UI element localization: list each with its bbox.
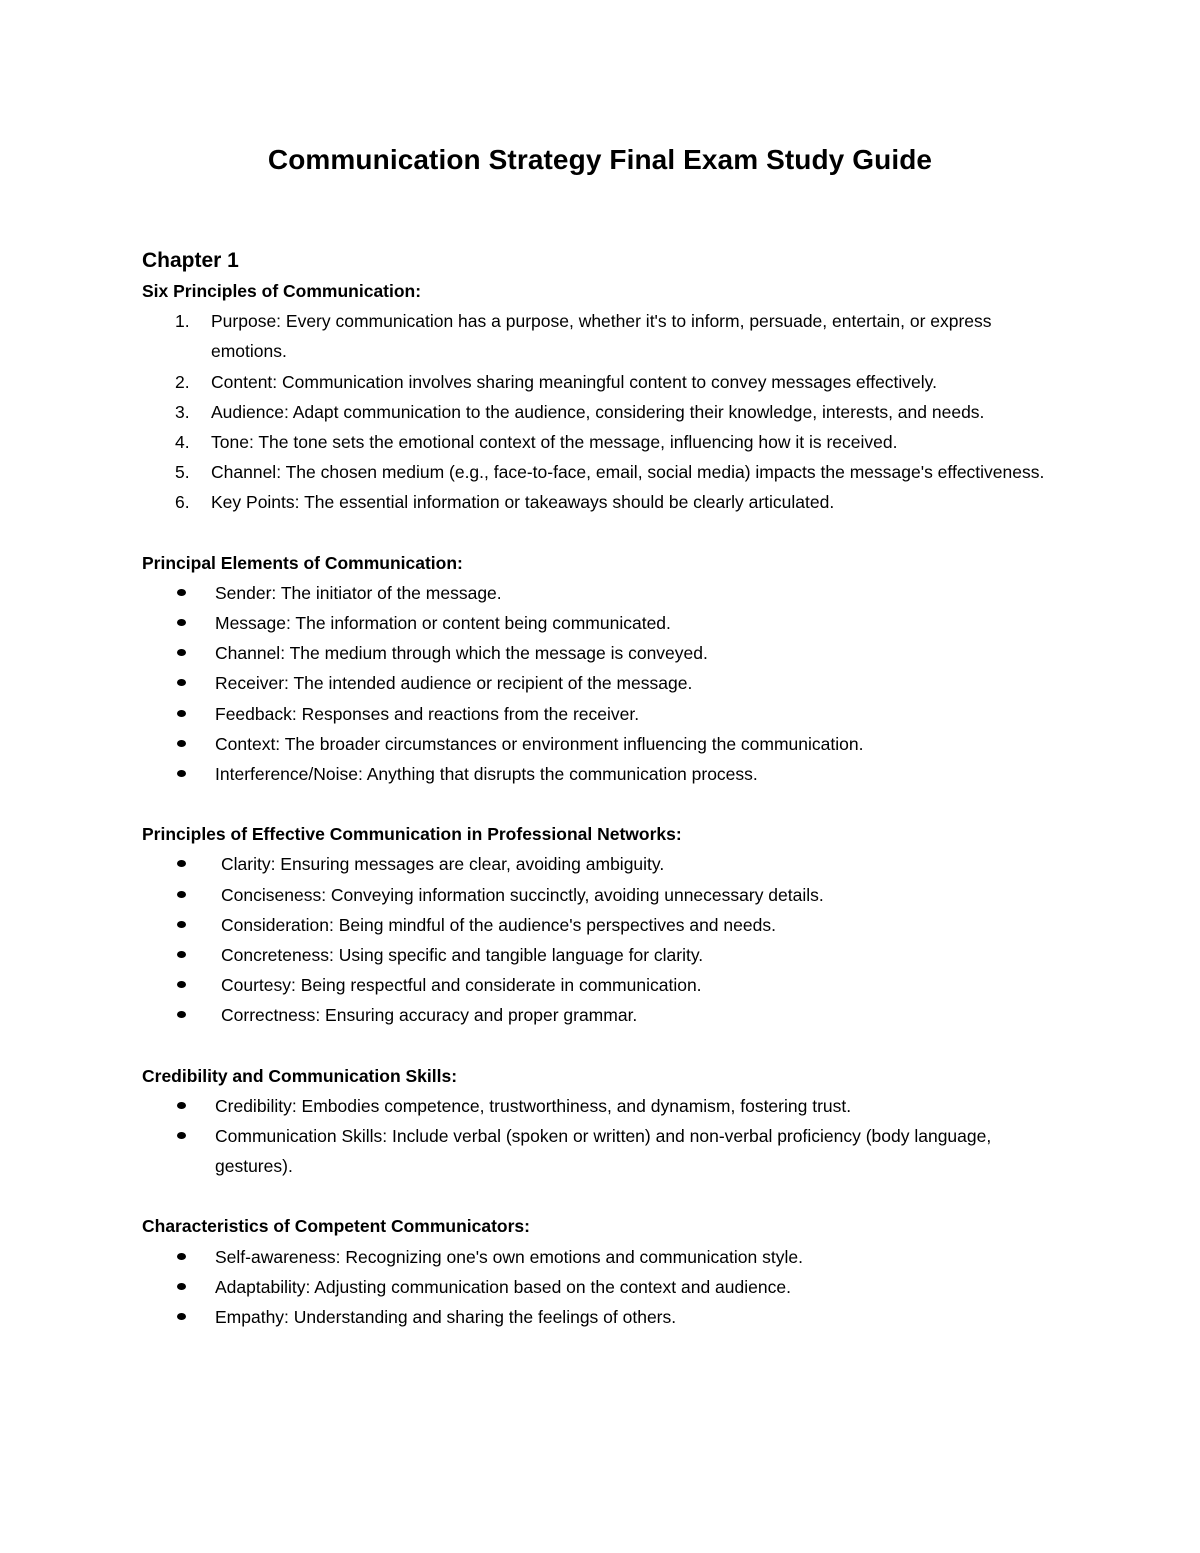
list-item-text: Channel: The chosen medium (e.g., face-to-face, email, social media) impacts the message's effectiveness. — [211, 462, 1045, 483]
list-item-text: Courtesy: Being respectful and considerate in communication. — [221, 975, 702, 996]
list-item-text: Empathy: Understanding and sharing the feelings of others. — [215, 1307, 677, 1328]
document-body — [142, 246, 1062, 1332]
bullet-icon — [177, 740, 186, 747]
list-item-text: Interference/Noise: Anything that disrupts the communication process. — [215, 764, 758, 785]
list-item-text: Consideration: Being mindful of the audience's perspectives and needs. — [221, 914, 776, 935]
bullet-icon — [177, 1102, 186, 1109]
list-item-text: Correctness: Ensuring accuracy and proper grammar. — [221, 1005, 638, 1026]
bullet-icon — [177, 619, 186, 626]
list-item — [142, 367, 1062, 397]
list-number: 6. — [175, 492, 190, 513]
bullet-list — [142, 1091, 1062, 1182]
section-six-principles — [142, 276, 1062, 518]
list-number: 4. — [175, 432, 190, 453]
bullet-icon — [177, 981, 186, 988]
list-item — [142, 970, 1062, 1000]
list-item — [142, 1242, 1062, 1272]
list-item — [142, 668, 1062, 698]
list-item — [142, 1091, 1062, 1121]
bullet-icon — [177, 679, 186, 686]
list-item-text: Concreteness: Using specific and tangible language for clarity. — [221, 945, 704, 966]
bullet-icon — [177, 891, 186, 898]
bullet-icon — [177, 1313, 186, 1320]
section-heading: Credibility and Communication Skills: — [142, 1065, 458, 1086]
list-item-text: Context: The broader circumstances or environment influencing the communication. — [215, 733, 864, 754]
bullet-icon — [177, 921, 186, 928]
bullet-icon — [177, 1011, 186, 1018]
list-item-text: Channel: The medium through which the message is conveyed. — [215, 643, 708, 664]
list-item-text: Receiver: The intended audience or recipient of the message. — [215, 673, 693, 694]
list-item-text: Clarity: Ensuring messages are clear, avoiding ambiguity. — [221, 854, 665, 875]
list-item-text: Content: Communication involves sharing meaningful content to convey messages effectively. — [211, 371, 937, 392]
list-item-text: Sender: The initiator of the message. — [215, 582, 502, 603]
list-number: 5. — [175, 462, 190, 483]
list-item-text: Conciseness: Conveying information succinctly, avoiding unnecessary details. — [221, 884, 824, 905]
list-number: 3. — [175, 401, 190, 422]
bullet-icon — [177, 710, 186, 717]
bullet-icon — [177, 860, 186, 867]
section-heading: Characteristics of Competent Communicators: — [142, 1216, 530, 1237]
list-item — [142, 1302, 1062, 1332]
list-item — [142, 457, 1062, 487]
list-item — [142, 306, 1062, 366]
list-item — [142, 880, 1062, 910]
list-item — [142, 910, 1062, 940]
list-item — [142, 1000, 1062, 1030]
list-item-text: Adaptability: Adjusting communication based on the context and audience. — [215, 1276, 791, 1297]
list-item — [142, 1121, 1062, 1181]
list-item — [142, 487, 1062, 517]
list-item — [142, 759, 1062, 789]
list-item-text: Tone: The tone sets the emotional context of the message, influencing how it is received. — [211, 432, 898, 453]
section-heading: Principal Elements of Communication: — [142, 552, 463, 573]
bullet-icon — [177, 1253, 186, 1260]
list-number: 2. — [175, 371, 190, 392]
list-item — [142, 729, 1062, 759]
section-competent-communicators — [142, 1211, 1062, 1332]
list-item — [142, 699, 1062, 729]
list-item-text: Feedback: Responses and reactions from the receiver. — [215, 703, 640, 724]
numbered-list — [142, 306, 1062, 517]
bullet-icon — [177, 649, 186, 656]
list-item-text: Purpose: Every communication has a purpose, whether it's to inform, persuade, entertain, or express emotions. — [211, 311, 992, 362]
list-item — [142, 578, 1062, 608]
document-title: Communication Strategy Final Exam Study Guide — [267, 144, 933, 175]
bullet-list — [142, 578, 1062, 789]
chapter-heading: Chapter 1 — [142, 249, 239, 272]
list-item — [142, 1272, 1062, 1302]
bullet-icon — [177, 589, 186, 596]
bullet-icon — [177, 1283, 186, 1290]
section-credibility — [142, 1061, 1062, 1182]
list-item-text: Credibility: Embodies competence, trustworthiness, and dynamism, fostering trust. — [215, 1095, 852, 1116]
list-item-text: Communication Skills: Include verbal (spoken or written) and non-verbal proficiency (body language, gestures). — [215, 1126, 992, 1177]
list-number: 1. — [175, 311, 190, 332]
list-item — [142, 427, 1062, 457]
bullet-list — [142, 849, 1062, 1030]
bullet-icon — [177, 951, 186, 958]
section-heading: Six Principles of Communication: — [142, 281, 422, 301]
list-item — [142, 397, 1062, 427]
list-item — [142, 940, 1062, 970]
list-item — [142, 608, 1062, 638]
bullet-icon — [177, 1132, 186, 1139]
section-effective-professional — [142, 819, 1062, 1030]
list-item — [142, 849, 1062, 879]
bullet-icon — [177, 770, 186, 777]
list-item-text: Self-awareness: Recognizing one's own emotions and communication style. — [215, 1246, 803, 1267]
section-principal-elements — [142, 548, 1062, 790]
list-item — [142, 638, 1062, 668]
list-item-text: Message: The information or content being communicated. — [215, 613, 671, 634]
section-heading: Principles of Effective Communication in Professional Networks: — [142, 824, 682, 845]
list-item-text: Key Points: The essential information or takeaways should be clearly articulated. — [211, 492, 835, 513]
list-item-text: Audience: Adapt communication to the audience, considering their knowledge, interests, and needs. — [211, 401, 985, 422]
bullet-list — [142, 1242, 1062, 1333]
